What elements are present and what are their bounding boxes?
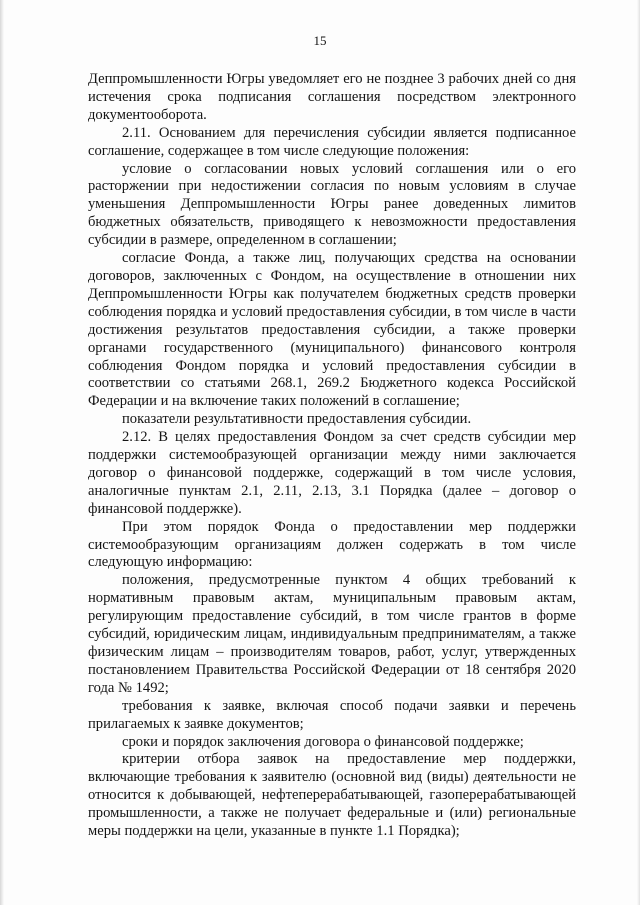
scan-shadow-left (0, 0, 4, 905)
document-body (88, 71, 576, 841)
paragraph-performance-indicators: показатели результативности предоставления субсидии. (122, 411, 472, 428)
paragraph-application-requirements: требования к заявке, включая способ подачи заявки и перечень прилагаемых к заявке документов; (88, 697, 576, 732)
paragraph-selection-criteria: критерии отбора заявок на предоставление мер поддержки, включающие требования к заявителю (основной вид (виды) деятельности не относится к добывающей, нефтеперерабатывающей, газоперерабатывающей промышленности, а также не получает федеральные и (или) региональные меры поддержки на цели, указанные в пункте 1.1 Порядка); (88, 751, 576, 840)
paragraph-condition-agreement: условие о согласовании новых условий соглашения или о его расторжении при недостижении согласия по новым условиям в случае уменьшения Деппромышленности Югры ранее доведенных лимитов бюджетных обязательств, приводящего к невозможности предоставления субсидии в размере, определенном в соглашении; (88, 160, 576, 249)
paragraph-fund-consent: согласие Фонда, а также лиц, получающих средства на основании договоров, заключенных с Фондом, на осуществление в отношении них Деппромышленности Югры как получателем бюджетных средств проверки соблюдения порядка и условий предоставления субсидии, в том числе в части достижения результатов предоставления субсидии, а также проверки органами государственного (муниципального) финансового контроля соблюдения Фондом порядка и условий предоставления субсидии в соответствии со статьями 268.1, 269.2 Бюджетного кодекса Российской Федерации и на включение таких положений в соглашение; (88, 250, 576, 410)
paragraph-general-requirements: положения, предусмотренные пунктом 4 общих требований к нормативным правовым актам, муниципальным правовым актам, регулирующим предоставление субсидий, в том числе грантов в форме субсидий, юридическим лицам, индивидуальным предпринимателям, а также физическим лицам – производителям товаров, работ, услуг, утвержденных постановлением Правительства Российской Федерации от 18 сентября 2020 года № 1492; (88, 572, 576, 696)
paragraph-2-11: 2.11. Основанием для перечисления субсидии является подписанное соглашение, содержащее в том числе следующие положения: (88, 124, 576, 159)
paragraph-contract-terms: сроки и порядок заключения договора о финансовой поддержке; (122, 733, 524, 750)
paragraph-continuation: Деппромышленности Югры уведомляет его не позднее 3 рабочих дней со дня истечения срока подписания соглашения посредством электронного документооборота. (88, 71, 576, 123)
paragraph-fund-procedure: При этом порядок Фонда о предоставлении мер поддержки системообразующим организациям должен содержать в том числе следующую информацию: (88, 518, 576, 571)
page-number: 15 (313, 33, 327, 48)
paragraph-2-12: 2.12. В целях предоставления Фондом за счет средств субсидии мер поддержки системообразующей организации между ними заключается договор о финансовой поддержке, содержащий в том числе условия, аналогичные пунктам 2.1, 2.11, 2.13, 3.1 Порядка (далее – договор о финансовой поддержке). (88, 429, 576, 517)
